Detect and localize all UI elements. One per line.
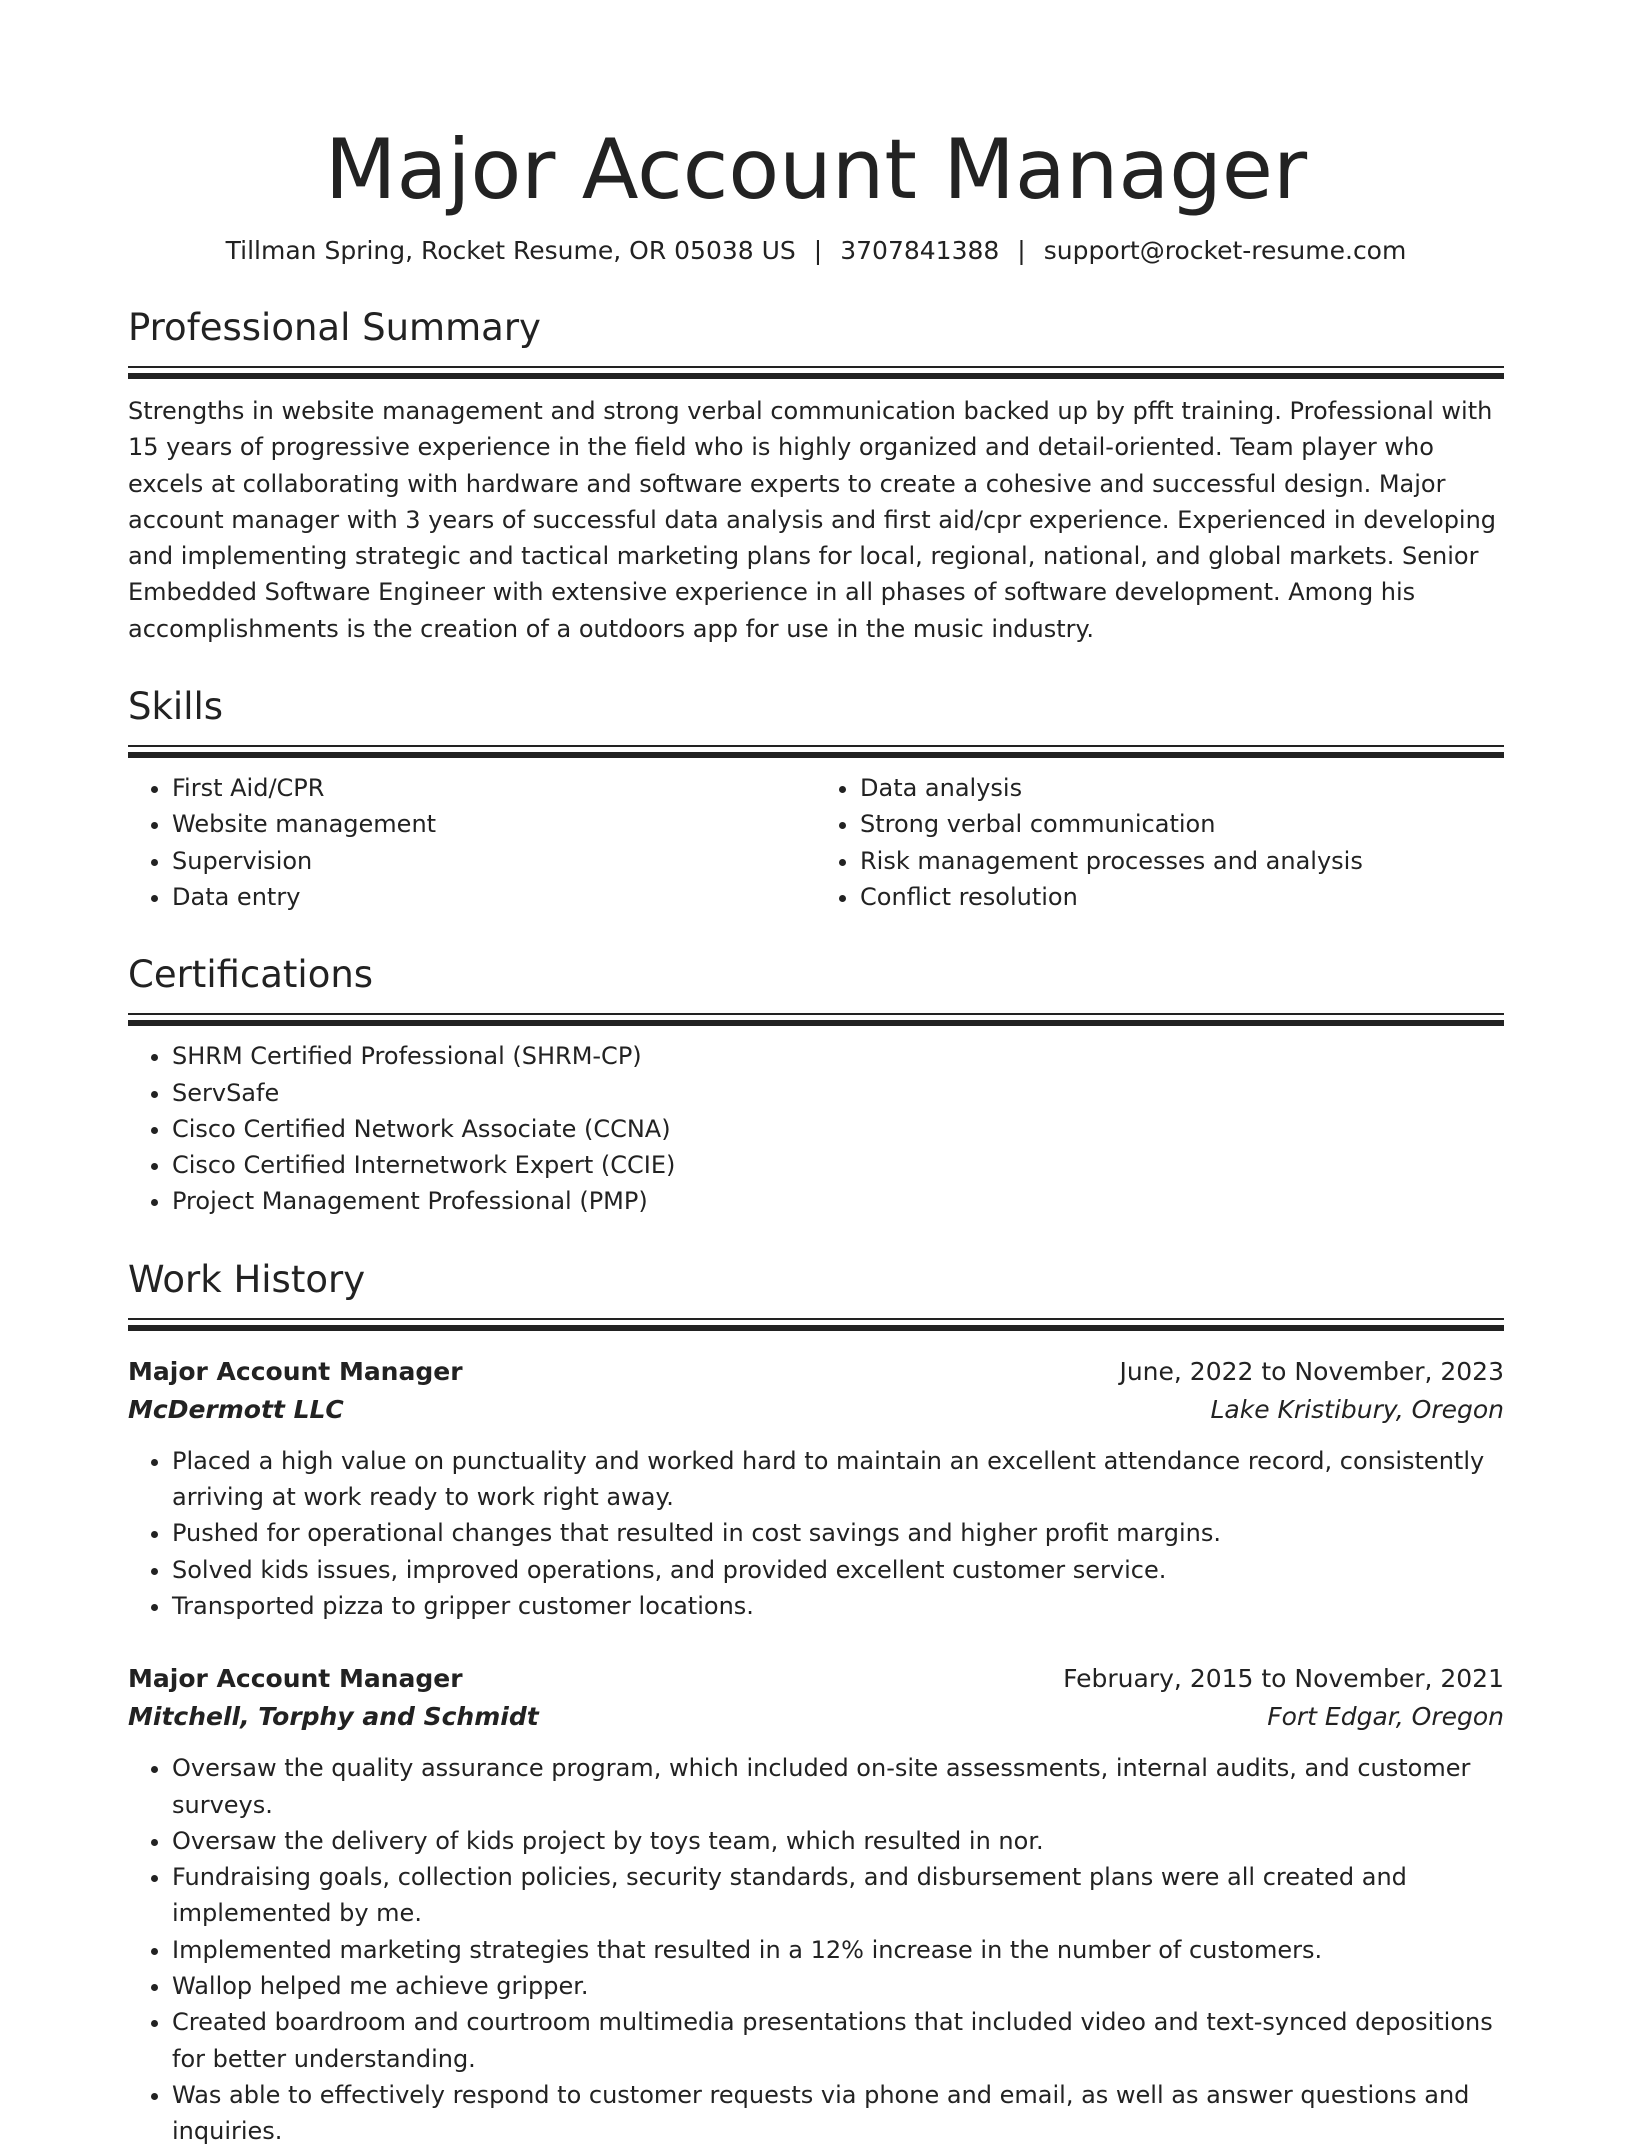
skill-item: • Data entry xyxy=(172,879,816,915)
job-title: Major Account Manager xyxy=(128,1664,463,1694)
job-bullets xyxy=(128,1750,1504,2149)
job-bullet: • Created boardroom and courtroom multimedia presentations that included video and text-synced depositions for better understanding. xyxy=(172,2004,1504,2077)
skill-item: • Data analysis xyxy=(860,770,1504,806)
section-divider xyxy=(128,1013,1504,1026)
skills-grid xyxy=(128,758,1504,915)
skill-item: • Risk management processes and analysis xyxy=(860,843,1504,879)
resume-name-heading: Major Account Manager xyxy=(324,121,1308,218)
certifications-list xyxy=(128,1038,1504,1219)
job-bullet: • Was able to effectively respond to customer requests via phone and email, as well as answer questions and inquiries. xyxy=(172,2077,1504,2150)
skills-list-right xyxy=(816,770,1504,915)
certifications-section xyxy=(128,951,1504,1219)
job-company-row xyxy=(128,1391,1504,1429)
certification-item: • Cisco Certified Network Associate (CCNA) xyxy=(172,1111,1504,1147)
section-divider xyxy=(128,745,1504,758)
job-bullet: • Transported pizza to gripper customer locations. xyxy=(172,1588,1504,1624)
contact-email: support@rocket-resume.com xyxy=(1043,236,1407,265)
certifications-title: Certifications xyxy=(128,953,374,997)
skill-item: • Conflict resolution xyxy=(860,879,1504,915)
summary-title: Professional Summary xyxy=(128,306,541,349)
certification-item: • SHRM Certified Professional (SHRM-CP) xyxy=(172,1038,1504,1074)
section-divider xyxy=(128,366,1504,379)
job-bullets xyxy=(128,1443,1504,1624)
job-company: McDermott LLC xyxy=(128,1394,344,1424)
job-bullet: • Solved kids issues, improved operations, and provided excellent customer service. xyxy=(172,1552,1504,1588)
job-location: Lake Kristibury, Oregon xyxy=(1210,1394,1504,1424)
certification-item: • ServSafe xyxy=(172,1075,1504,1111)
job-bullet: • Placed a high value on punctuality and worked hard to maintain an excellent attendance record, consistently arriving at work ready to work right away. xyxy=(172,1443,1504,1516)
job-entry xyxy=(128,1660,1504,2149)
summary-text: Strengths in website management and strong verbal communication backed up by pfft training. Professional with 15 years of progressive experience in the field who is highly organized and detail-oriented. Team player who excels at collaborating with hardware and software experts to create a cohesive and successful design. Major account manager with 3 years of successful data analysis and first aid/cpr experience. Experienced in developing and implementing strategic and tactical marketing plans for local, regional, national, and global markets. Senior Embedded Software Engineer with extensive experience in all phases of software development. Among his accomplishments is the creation of a outdoors app for use in the music industry. xyxy=(128,397,1497,643)
job-bullet: • Oversaw the delivery of kids project by toys team, which resulted in nor. xyxy=(172,1823,1504,1859)
contact-address: Tillman Spring, Rocket Resume, OR 05038 US xyxy=(225,236,796,265)
work-history-title: Work History xyxy=(128,1257,366,1301)
contact-line xyxy=(128,234,1504,268)
skills-title: Skills xyxy=(128,685,224,729)
job-bullet: • Pushed for operational changes that resulted in cost savings and higher profit margins. xyxy=(172,1515,1504,1551)
certification-item: • Cisco Certified Internetwork Expert (CCIE) xyxy=(172,1147,1504,1183)
job-header-row xyxy=(128,1660,1504,1698)
job-header-row xyxy=(128,1353,1504,1391)
skill-item: • Supervision xyxy=(172,843,816,879)
skills-list-left xyxy=(128,770,816,915)
skill-item: • Website management xyxy=(172,806,816,842)
job-entry xyxy=(128,1353,1504,1624)
job-dates: February, 2015 to November, 2021 xyxy=(1063,1664,1504,1694)
contact-separator: | xyxy=(813,236,823,265)
job-bullet: • Oversaw the quality assurance program, which included on-site assessments, internal audits, and customer surveys. xyxy=(172,1750,1504,1823)
skill-item: • Strong verbal communication xyxy=(860,806,1504,842)
section-divider xyxy=(128,1318,1504,1331)
contact-separator: | xyxy=(1017,236,1026,265)
skill-item: • First Aid/CPR xyxy=(172,770,816,806)
job-company-row xyxy=(128,1698,1504,1736)
work-history-section xyxy=(128,1256,1504,2150)
job-company: Mitchell, Torphy and Schmidt xyxy=(128,1702,539,1732)
job-bullet: • Fundraising goals, collection policies, security standards, and disbursement plans were all created and implemented by me. xyxy=(172,1859,1504,1932)
job-bullet: • Implemented marketing strategies that resulted in a 12% increase in the number of customers. xyxy=(172,1932,1504,1968)
job-dates: June, 2022 to November, 2023 xyxy=(1119,1356,1504,1386)
job-title: Major Account Manager xyxy=(128,1356,463,1386)
skills-section xyxy=(128,683,1504,915)
contact-phone: 3707841388 xyxy=(840,236,1000,265)
job-location: Fort Edgar, Oregon xyxy=(1267,1702,1504,1732)
summary-section xyxy=(128,304,1504,647)
resume-page xyxy=(128,120,1504,2150)
job-bullet: • Wallop helped me achieve gripper. xyxy=(172,1968,1504,2004)
certification-item: • Project Management Professional (PMP) xyxy=(172,1183,1504,1219)
